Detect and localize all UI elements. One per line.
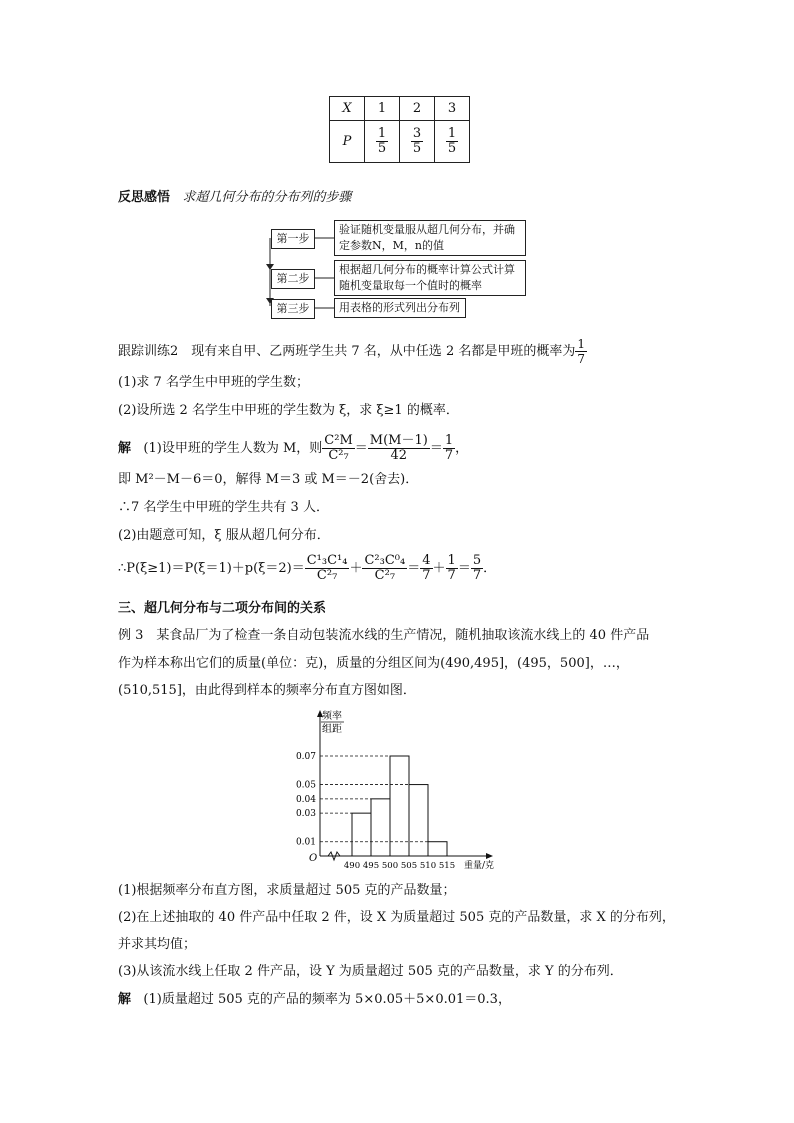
y-tick-label: 0.04 (295, 794, 316, 805)
y-axis-label: 频率 (322, 711, 342, 722)
flow-step-label: 第一步 (271, 229, 315, 249)
table-header-x: X (330, 97, 365, 121)
fraction: $\frac{\text{C²₃C⁰₄}}{\text{C²₇}}$ (364, 553, 406, 583)
reflection-heading (118, 189, 351, 207)
example3-line1: 例 3 某食品厂为了检查一条自动包装流水线的生产情况，随机抽取该流水线上的 40 件产品 (118, 628, 650, 643)
practice2-intro: 跟踪训练2 现有来自甲、乙两班学生共 7 名，从中任选 2 名都是甲班的概率为 $\frac{1}{7}$ (118, 337, 585, 366)
table-value: 1 (365, 97, 400, 121)
y-tick-label: 0.03 (295, 809, 316, 820)
y-tick-label: 0.01 (295, 837, 316, 848)
reflection-title: 求超几何分布的分布列的步骤 (182, 190, 352, 205)
histogram-bar (352, 813, 371, 856)
table-value: 2 (400, 97, 435, 121)
x-axis-arrow (486, 853, 493, 859)
histogram-bar (390, 756, 409, 856)
practice2-sol3: ∴7 名学生中甲班的学生共有 3 人． (118, 500, 329, 515)
practice2-q2: (2)设所选 2 名学生中甲班的学生数为 ξ，求 ξ≥1 的概率． (118, 403, 459, 418)
histogram-bar (428, 842, 447, 856)
flow-step-content: 用表格的形式列出分布列 (334, 298, 466, 318)
x-tick-label: 510 (419, 861, 437, 871)
table-value: 3 (435, 97, 470, 121)
y-tick-label: 0.07 (295, 752, 316, 762)
x-tick-label: 495 (362, 861, 380, 871)
table-prob: $\frac{1}{5}$ (365, 121, 400, 163)
example3-line3: (510,515]，由此得到样本的频率分布直方图如图． (118, 683, 416, 698)
x-tick-label: 505 (400, 861, 418, 871)
fraction: $\frac{\text{C¹₃C¹₄}}{\text{C²₇}}$ (306, 553, 348, 583)
x-axis-label: 重量/克 (464, 861, 495, 871)
example3-line2: 作为样本称出它们的质量(单位：克)，质量的分组区间为(490,495]，(495，500]，…， (118, 656, 629, 671)
fraction: $\frac{5}{7}$ (472, 553, 482, 583)
origin-label: O (309, 853, 318, 864)
fraction: $\frac{1}{7}$ (444, 433, 454, 463)
table-prob: $\frac{3}{5}$ (400, 121, 435, 163)
frequency-histogram (290, 705, 520, 875)
table-prob: $\frac{1}{5}$ (435, 121, 470, 163)
histogram-bar (371, 799, 390, 856)
practice2-sol5: ∴P(ξ≥1)＝P(ξ＝1)＋p(ξ＝2)＝ $\frac{\text{C¹₃C¹₄}}{\text{C²₇}}$ ＋ $\frac{\text{C²₃C⁰₄}}{\text{C²₇}}$ ＝ $\frac{4}{7}$ ＋ $\frac{1}{7}$ ＝ $\frac{5}{7}$ ． (118, 553, 497, 583)
example3-q1: (1)根据频率分布直方图，求质量超过 505 克的产品数量； (118, 883, 456, 898)
fraction: $\frac{M(M-1)}{42}$ (369, 433, 428, 463)
fraction: $\frac{4}{7}$ (422, 553, 431, 583)
practice2-sol4: (2)由题意可知，ξ 服从超几何分布． (118, 528, 330, 543)
histogram-bar (409, 785, 428, 856)
fraction: $\frac{\text{C²M}}{\text{C²₇}}$ (324, 433, 353, 463)
x-tick-label: 490 (343, 861, 361, 871)
section-title: 三、超几何分布与二项分布间的关系 (118, 601, 327, 616)
practice2-q1: (1)求 7 名学生中甲班的学生数； (118, 375, 309, 390)
fraction: $\frac{1}{7}$ (577, 337, 585, 366)
example3-q3: (3)从该流水线上任取 2 件产品，设 Y 为质量超过 505 克的产品数量，求 Y 的分布列． (118, 964, 623, 979)
example3-q2b: 并求其均值； (118, 937, 197, 952)
x-tick-label: 515 (438, 861, 456, 871)
distribution-table (329, 96, 470, 163)
flow-step-label: 第二步 (271, 269, 315, 289)
reflection-label: 反思感悟 (118, 190, 171, 205)
example3-sol1: 解 (1)质量超过 505 克的产品的频率为 5×0.05＋5×0.01＝0.3， (118, 992, 511, 1007)
y-axis-label: 组距 (322, 724, 342, 735)
practice2-sol2: 即 M²－M－6＝0，解得 M＝3 或 M＝－2(舍去)． (118, 472, 419, 487)
x-tick-label: 500 (381, 861, 399, 871)
fraction: $\frac{1}{7}$ (447, 553, 456, 583)
table-header-p: P (330, 121, 365, 163)
flow-step-content: 验证随机变量服从超几何分布，并确定参数N，M，n的值 (334, 220, 526, 256)
example3-q2a: (2)在上述抽取的 40 件产品中任取 2 件，设 X 为质量超过 505 克的产品数量，求 X 的分布列， (118, 910, 675, 925)
flow-step-label: 第三步 (271, 299, 315, 319)
flow-step-content: 根据超几何分布的概率计算公式计算随机变量取每一个值时的概率 (334, 260, 526, 296)
practice2-sol1: 解 (1)设甲班的学生人数为 M，则 $\frac{\text{C²M}}{\text{C²₇}}$ ＝ $\frac{M(M-1)}{42}$ ＝ $\frac{1}{7}$ ， (118, 433, 469, 463)
y-tick-label: 0.05 (295, 780, 316, 791)
